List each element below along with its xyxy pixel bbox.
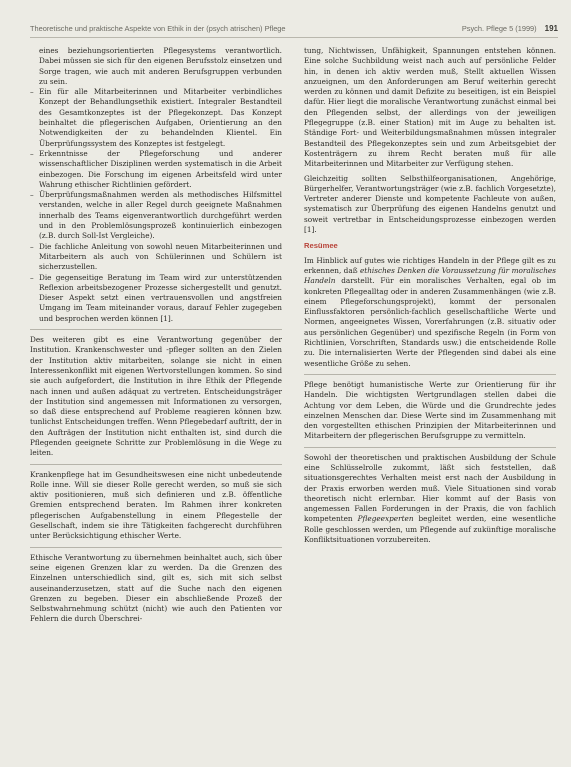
section-divider xyxy=(30,547,282,548)
header-right xyxy=(462,24,558,33)
text-run: begleitet werden, eine wesentliche Rolle geschlossen werden, um Pflegende auf zukünftige moralische Konfliktsituationen vorzubereiten. xyxy=(304,514,556,545)
resume-paragraph xyxy=(304,380,556,442)
bullet-item: – Die fachliche Anleitung von sowohl neuen Mitarbeiterinnen und Mitarbeitern als auch von Schülerinnen und Schülern ist sicherzustellen. xyxy=(39,242,282,273)
section-divider xyxy=(304,374,556,375)
text-run: Sowohl der theoretischen und praktischen Ausbildung der Schule eine Schlüsselrolle zukommt, läßt sich feststellen, daß situationsgerechtes Verhalten meist erst nach der Ausbildung in der Praxis erworben werden muß. Viele Situationen sind vorab theoretisch nicht erlernbar. Hier kommt auf der Basis von angemessen Fallen Forderungen in der Praxis, die von fachlich kompetenten xyxy=(304,452,556,524)
text-run: Pflege benötigt humanistische Werte zur Orientierung für ihr Handeln. Die wichtigsten Wertgrundlagen stellen dabei die Achtung vor dem Leben, die Würde und die Grundrechte jedes einzelnen Menschen dar. Diese Werte sind im Zusammenhang mit den vorgestellten ethischen Prinzipien der Mitarbeiterinnen und Mitarbeitern der pflegerischen Berufsgruppe zu vermitteln. xyxy=(304,379,556,441)
section-divider xyxy=(304,447,556,448)
body-paragraph: Ethische Verantwortung zu übernehmen beinhaltet auch, sich über seine eigenen Grenzen klar zu werden. Da die Grenzen des Einzelnen unterschiedlich sind, gilt es, sich mit sich selbst auseinanderzusetzen, statt auf die Suche nach den eigenen Grenzen zu begeben. Dieser ein abschließende Prozeß der Selbstwahrnehmung schützt (nicht) wie auch den Patienten vor Fehlern die durch Überschrei- xyxy=(30,552,282,624)
recommendation-list xyxy=(30,46,282,324)
running-title: Theoretische und praktische Aspekte von Ethik in der (psych atrischen) Pflege xyxy=(30,24,286,33)
body-paragraph: Gleichzeitig sollten Selbsthilfeorganisationen, Angehörige, Bürgerhelfer, Verantwortungsträger (wie z.B. fachlich Vorgesetzte), Vertreter anderer Dienste und kompetente Fachleute von außen, systematisch zur Überprüfung des eigenen Handelns genutzt und soweit vertretbar in Entscheidungsprozesse einbezogen werden [1]. xyxy=(304,173,556,235)
bullet-item: – Ein für alle Mitarbeiterinnen und Mitarbeiter verbindliches Konzept der Behandlungsethik existiert. Integraler Bestandteil des Gesamtkonzeptes ist der Pflegekonzept. Das Konzept beinhaltet die pflegerischen Aufgaben, Orientierung an den Notwendigkeiten der zu behandelnden Klientel. Ein Überprüfungssystem des Konzeptes ist festgelegt. xyxy=(39,87,282,149)
body-paragraph: Krankenpflege hat im Gesundheitswesen eine nicht unbedeutende Rolle inne. Will sie dieser Rolle gerecht werden, so muß sie sich aktiv positionieren, muß sich definieren und z.B. öffentliche Gremien entsprechend beraten. Im Rahmen ihrer konkreten pflegerischen Aufgabenstellung in einem Pflegestelle der Gesellschaft, indem sie ihre Tätigkeiten fachgerecht durchführen unter Berücksichtigung ethischer Werte. xyxy=(30,469,282,541)
running-header xyxy=(30,24,558,33)
left-column xyxy=(30,46,282,629)
bullet-item: – Die gegenseitige Beratung im Team wird zur unterstützenden Reflexion arbeitsbezogener Prozesse sichergestellt und genutzt. Dieser Aspekt setzt einen vertrauensvollen und angstfreien Umgang im Team miteinander voraus, darauf Fehler zugegeben und besprochen werden können [1]. xyxy=(39,273,282,324)
header-rule xyxy=(30,37,558,38)
body-paragraph: Des weiteren gibt es eine Verantwortung gegenüber der Institution. Krankenschwester und -pfleger sollten an den Zielen der Institution aktiv mitarbeiten, solange sie nicht in einen Interessenkonflikt mit eigenen Wertvorstellungen kommen. So sind sie auch aufgefordert, die Institution in ihre Ethik der Pflegende nach innen und außen adäquat zu vertreten. Entscheidungsträger der Institution sind angemessen mit Informationen zu versorgen, so daß diese entsprechend auf Probleme reagieren können bzw. tunlichst Entscheidungen treffen. Wenn Pflegebedarf auftritt, der in den Aufträgen der Institution nicht enthalten ist, sind durch die Pflegenden geeignete Schritte zur Problemlösung in die Wege zu leiten. xyxy=(30,335,282,458)
body-paragraph: tung, Nichtwissen, Unfähigkeit, Spannungen entstehen können. Eine solche Suchbildung weist nach auch auf persönliche Felder hin, in denen ich aktiv werden muß, Stellt aktuellen Wissen anzueignen, um den Anforderungen am Beruf weiterhin gerecht werden zu können und damit Defizite zu beseitigen, ist ein Beispiel dafür. Hier liegt die moralische Verantwortung zunächst einmal bei den Pflegenden selbst, der allerdings von der jeweiligen Pflegegruppe (z.B. einer Station) mit im Auge zu behalten ist. Ständige Fort- und Weiterbildungsmaßnahmen müssen integraler Bestandteil des Pflegekonzeptes sein und zum Arbeitsgebiet der Kostenträgern zu ihrem Recht beraten muß für alle Mitarbeiterinnen und Mitarbeiter zur Verfügung stehen. xyxy=(304,46,556,169)
page-number: 191 xyxy=(544,24,558,33)
bullet-continuation: eines beziehungsorientierten Pflegesystems verantwortlich. Dabei müssen sie sich für den eigenen Berufsstolz einsetzen und Sorge tragen, wie auch mit anderen Berufsgruppen verbunden zu sein. xyxy=(39,46,282,86)
emphasized-text: Pflegeexperten xyxy=(357,514,414,524)
section-divider xyxy=(30,464,282,465)
resume-paragraph xyxy=(304,256,556,369)
section-divider xyxy=(30,329,282,330)
final-paragraph xyxy=(304,453,556,546)
bullet-item: – Überprüfungsmaßnahmen werden als methodisches Hilfsmittel verstanden, welche in aller Regel durch geeignete Maßnahmen innerhalb des Teams eigenverantwortlich durchgeführt werden und in den Problemlösungsprozeß kontinuierlich einbezogen (z.B. durch Soll-Ist Vergleiche). xyxy=(39,190,282,241)
text-run: darstellt. Für ein moralisches Verhalten, egal ob im konkreten Pflegealltag oder in anderen Zusammenhängen (wie z.B. einem Pflegeforschungsprojekt), kommt der personalen Einflussfaktoren persönlich-fachlich gesellschaftliche Werte und Normen, angeeignetes Wissen, Vorerfahrungen (z.B. situativ oder aus persönlichen Gegenüber) und spezifische Regeln (in Form von Richtlinien, Vorschriften, Standards usw.) die entscheidende Rolle zu. Die internalisierten Werte der Pflegenden sind dabei als eine wesentliche Größe zu sehen. xyxy=(304,276,556,368)
bullet-item: – Erkenntnisse der Pflegeforschung und anderer wissenschaftlicher Disziplinen werden systematisch in die Arbeit einbezogen. Die Forschung im eigenen Arbeitsfeld wird unter Wahrung ethischer Richtlinien gefördert. xyxy=(39,149,282,190)
right-column xyxy=(304,46,556,549)
emphasized-text: ethisches Denken die Voraussetzung für moralisches Handeln xyxy=(304,265,556,286)
section-heading: Resümee xyxy=(304,241,338,251)
journal-citation: Psych. Pflege 5 (1999) xyxy=(461,24,537,33)
text-run: Im Hinblick auf gutes wie richtiges Handeln in der Pflege gilt es zu erkennen, daß xyxy=(304,255,556,275)
